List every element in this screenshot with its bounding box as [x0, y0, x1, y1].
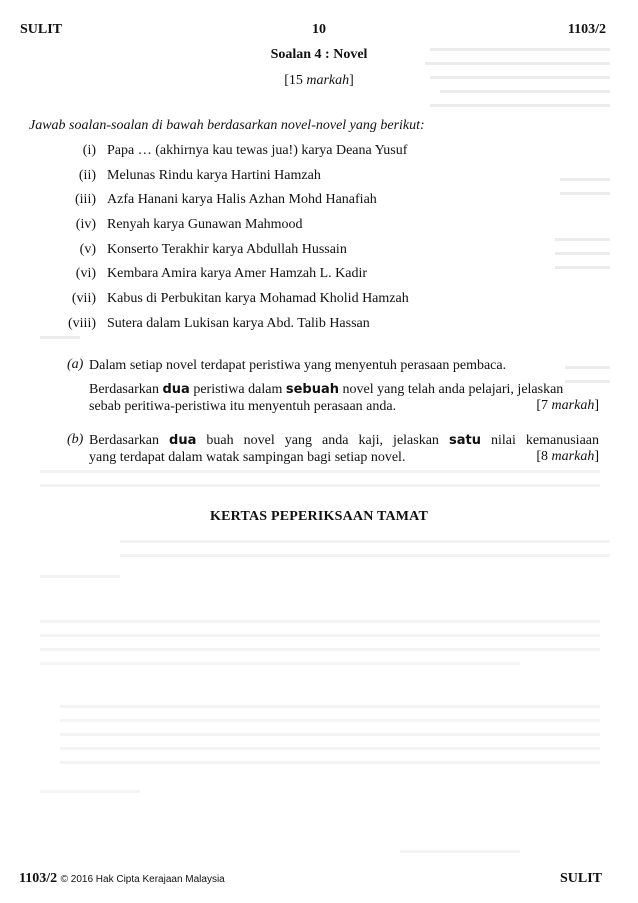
- question-b-label: (b): [67, 432, 84, 447]
- question-b-marks-word: markah: [551, 449, 595, 464]
- footer-sulit: SULIT: [559, 871, 602, 886]
- novel-number: (vii): [71, 291, 96, 307]
- novel-number: (i): [82, 143, 96, 158]
- novel-item: [0, 316, 638, 341]
- header-sulit: SULIT: [20, 22, 63, 37]
- question-b-line1: [89, 432, 599, 449]
- question-a-line2: sebab peritiwa-peristiwa itu menyentuh perasaan anda.: [89, 399, 397, 414]
- novel-item: [0, 192, 638, 217]
- question-b-marks-open: [8: [536, 449, 552, 464]
- question-a-text-part: peristiwa dalam: [189, 382, 286, 397]
- novel-number: (iv): [75, 217, 96, 233]
- end-of-paper-title: KERTAS PEPERIKSAAN TAMAT: [210, 509, 428, 524]
- novel-title: Renyah karya Gunawan Mahmood: [107, 217, 303, 233]
- question-b-bold-satu: satu: [448, 433, 481, 448]
- novel-title: Azfa Hanani karya Halis Azhan Mohd Hanafiah: [107, 192, 377, 208]
- novel-item: [0, 242, 638, 267]
- question-b-marks: [536, 449, 599, 465]
- footer-paper-code: 1103/2: [19, 871, 58, 886]
- novel-item: [0, 291, 638, 316]
- header-page-number: 10: [312, 22, 326, 37]
- novel-item: [0, 266, 638, 291]
- question-a-marks: [536, 398, 599, 414]
- novel-item: [0, 143, 638, 168]
- novel-number: (vi): [75, 266, 96, 282]
- question-a-text-part: novel yang telah anda pelajari, jelaskan: [339, 382, 564, 397]
- question-b-marks-close: ]: [594, 449, 599, 464]
- question-a-marks-close: ]: [594, 398, 599, 413]
- novel-title: Melunas Rindu karya Hartini Hamzah: [107, 167, 321, 183]
- novel-number: (v): [79, 241, 96, 257]
- question-b-text-part: nilai kemanusiaan: [480, 433, 600, 448]
- novel-number: (iii): [75, 192, 96, 208]
- question-a-label: (a): [67, 357, 84, 372]
- novel-title: Papa … (akhirnya kau tewas jua!) karya Deana Yusuf: [107, 143, 408, 158]
- question-a-bold-sebuah: sebuah: [285, 382, 339, 397]
- header-paper-code: 1103/2: [567, 22, 606, 37]
- novel-item: [0, 168, 638, 193]
- novel-number: (ii): [78, 167, 96, 183]
- question-a-intro: Dalam setiap novel terdapat peristiwa yang menyentuh perasaan pembaca.: [89, 358, 507, 373]
- question-a-marks-open: [7: [536, 398, 552, 413]
- novel-item: [0, 217, 638, 242]
- footer-left: [19, 871, 225, 887]
- question-b-text-part: Berdasarkan: [89, 433, 170, 448]
- question-a-line1: [89, 381, 599, 398]
- question-b-bold-dua: dua: [169, 433, 197, 448]
- section-title: Soalan 4 : Novel: [270, 47, 368, 62]
- novel-title: Kembara Amira karya Amer Hamzah L. Kadir: [107, 266, 368, 282]
- question-a-text-part: Berdasarkan: [89, 382, 163, 397]
- question-a-bold-dua: dua: [162, 382, 190, 397]
- section-marks-open: [15: [284, 73, 307, 88]
- section-marks-close: ]: [349, 73, 354, 88]
- novel-title: Konserto Terakhir karya Abdullah Hussain: [107, 241, 347, 257]
- novel-title: Sutera dalam Lukisan karya Abd. Talib Hassan: [107, 315, 370, 331]
- footer-copyright: © 2016 Hak Cipta Kerajaan Malaysia: [60, 874, 225, 885]
- section-marks: [0, 73, 638, 89]
- question-a-marks-word: markah: [551, 398, 595, 413]
- novel-list: [0, 143, 638, 341]
- section-marks-word: markah: [306, 73, 350, 88]
- novel-title: Kabus di Perbukitan karya Mohamad Kholid Hamzah: [107, 291, 409, 307]
- question-b-line2: yang terdapat dalam watak sampingan bagi setiap novel.: [89, 450, 406, 465]
- instruction-text: Jawab soalan-soalan di bawah berdasarkan novel-novel yang berikut:: [29, 118, 425, 133]
- novel-number: (viii): [68, 315, 96, 331]
- question-b-text-part: buah novel yang anda kaji, jelaskan: [196, 433, 449, 448]
